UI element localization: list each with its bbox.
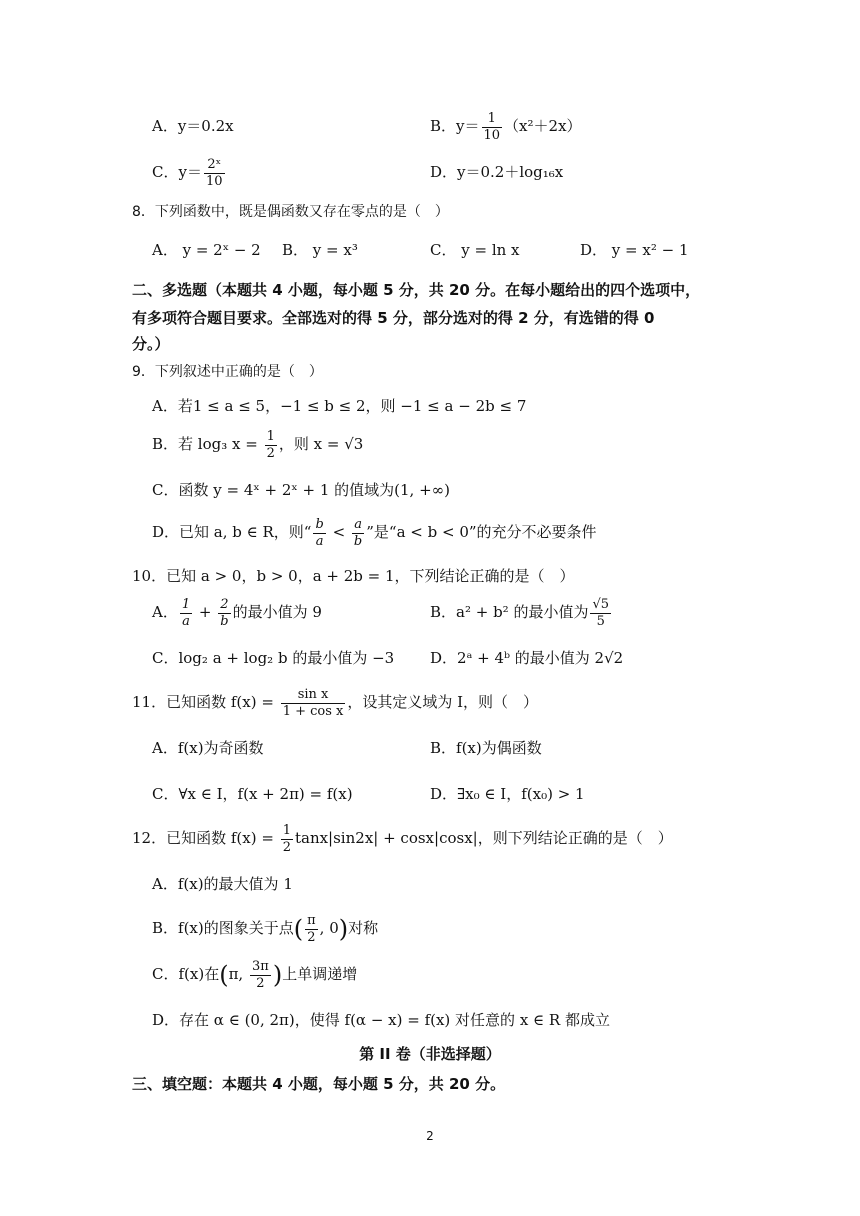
q11-stem-suffix: ，设其定义域为 I，则（ ）	[347, 693, 539, 711]
q12-numerator: 1	[282, 822, 291, 838]
q9-d-f2-denominator: b	[353, 533, 363, 549]
q7-c-label: C．y＝	[152, 163, 202, 181]
q12-c-right-paren: )	[272, 961, 283, 989]
q10-b-prefix: B．a² + b² 的最小值为	[430, 603, 589, 621]
section2-heading-line3: 分。）	[132, 335, 170, 353]
q10-option-a	[152, 592, 322, 632]
q12-option-b	[152, 908, 378, 948]
q12-option-a: A．f(x)的最大值为 1	[152, 875, 293, 893]
q7-b-numerator: 1	[482, 111, 503, 128]
q9-option-c: C．函数 y = 4ˣ + 2ˣ + 1 的值域为(1, +∞)	[152, 481, 450, 499]
q12-b-denominator: 2	[307, 929, 316, 945]
q9-d-suffix: ”是“a < b < 0”的充分不必要条件	[366, 523, 597, 541]
q11-option-a: A．f(x)为奇函数	[152, 739, 264, 757]
q12-c-first: π,	[228, 965, 248, 983]
q10-option-c: C．log₂ a + log₂ b 的最小值为 −3	[152, 649, 395, 667]
q10-option-b	[430, 592, 613, 632]
section3-heading: 三、填空题：本题共 4 小题，每小题 5 分，共 20 分。	[132, 1075, 506, 1093]
q7-option-c	[152, 152, 227, 192]
q10-stem: 10．已知 a > 0，b > 0，a + 2b = 1，下列结论正确的是（ ）	[132, 567, 575, 585]
q12-b-left-paren: (	[293, 915, 304, 943]
section2-heading-line1: 二、多选题（本题共 4 小题，每小题 5 分，共 20 分。在每小题给出的四个选项中，	[132, 281, 701, 299]
q10-b-numerator: √5	[592, 596, 610, 612]
q11-option-b: B．f(x)为偶函数	[430, 739, 542, 757]
q11-denominator: 1 + cos x	[282, 703, 344, 719]
q12-c-left-paren: (	[219, 961, 229, 989]
q10-a-prefix: A．	[152, 603, 178, 621]
q9-d-fraction-1	[313, 517, 325, 550]
q10-a-fraction-1	[180, 597, 192, 630]
q12-denominator: 2	[282, 839, 291, 855]
q12-c-denominator: 2	[256, 975, 265, 991]
q8-option-a: A． y = 2ˣ − 2	[152, 241, 261, 259]
q7-c-fraction	[204, 157, 225, 190]
q9-b-denominator: 2	[266, 445, 275, 461]
q7-b-tail: （x²＋2x）	[504, 117, 582, 135]
q12-b-prefix: B．f(x)的图象关于点	[152, 919, 294, 937]
q10-a-suffix: 的最小值为 9	[232, 603, 322, 621]
q12-stem-prefix: 12．已知函数 f(x) =	[132, 829, 279, 847]
q12-c-numerator: 3π	[251, 958, 269, 974]
q10-a-f1-numerator: 1	[181, 596, 191, 612]
q12-b-fraction	[305, 913, 318, 946]
q10-a-plus: +	[194, 603, 217, 621]
q9-d-f1-numerator: b	[315, 516, 324, 532]
q7-option-d: D．y＝0.2＋log₁₆x	[430, 163, 564, 181]
q12-stem-fraction	[281, 823, 293, 856]
q9-option-d	[152, 512, 597, 552]
q9-d-f2-numerator: a	[352, 517, 364, 534]
q7-b-fraction	[482, 111, 503, 144]
q12-b-numerator: π	[307, 912, 316, 928]
q10-a-f1-denominator: a	[182, 613, 190, 629]
q11-numerator: sin x	[281, 687, 346, 704]
q7-b-label: B．y＝	[430, 117, 480, 135]
q9-stem: 9．下列叙述中正确的是（ ）	[132, 364, 323, 380]
q9-b-numerator: 1	[266, 428, 275, 444]
q11-option-d: D．∃x₀ ∈ I，f(x₀) > 1	[430, 785, 585, 803]
q7-c-numerator: 2ˣ	[204, 157, 225, 174]
q12-stem-suffix: tanx|sin2x| + cosx|cosx|，则下列结论正确的是（ ）	[294, 829, 673, 847]
section2-heading-line2: 有多项符合题目要求。全部选对的得 5 分，部分选对的得 2 分，有选错的得 0	[132, 309, 655, 327]
q12-c-prefix: C．f(x)在	[152, 965, 220, 983]
q10-a-f2-numerator: 2	[218, 597, 230, 614]
q12-stem	[132, 818, 673, 858]
q12-b-mid: , 0	[319, 919, 339, 937]
q9-d-prefix: D．已知 a, b ∈ R，则“	[152, 523, 312, 541]
q12-c-fraction	[250, 959, 271, 992]
q10-a-fraction-2	[218, 597, 230, 630]
q9-option-b	[152, 424, 363, 464]
q9-option-a: A．若1 ≤ a ≤ 5，−1 ≤ b ≤ 2，则 −1 ≤ a − 2b ≤ 7	[152, 397, 527, 415]
q9-d-fraction-2	[352, 517, 364, 550]
q12-b-suffix: 对称	[348, 919, 379, 937]
q12-option-d: D．存在 α ∈ (0, 2π)，使得 f(α − x) = f(x) 对任意的 x ∈ R 都成立	[152, 1011, 610, 1029]
q11-stem-prefix: 11．已知函数 f(x) =	[132, 693, 279, 711]
q10-a-f2-denominator: b	[220, 613, 229, 629]
q8-option-b: B． y = x³	[282, 241, 358, 259]
q12-option-c	[152, 954, 357, 994]
q7-b-denominator: 10	[483, 127, 501, 143]
q10-b-denominator: 5	[596, 613, 605, 629]
q11-option-c: C．∀x ∈ I，f(x + 2π) = f(x)	[152, 785, 353, 803]
q8-option-d: D． y = x² − 1	[580, 241, 689, 259]
q7-c-denominator: 10	[205, 173, 223, 189]
q11-stem	[132, 682, 538, 722]
q9-b-fraction	[265, 429, 277, 462]
part2-title: 第 II 卷（非选择题）	[359, 1045, 501, 1063]
q11-stem-fraction	[281, 687, 346, 720]
q8-option-c: C． y = ln x	[430, 241, 520, 259]
q8-stem: 8．下列函数中，既是偶函数又存在零点的是（ ）	[132, 204, 449, 220]
q9-d-lt: <	[327, 523, 350, 541]
q9-b-prefix: B．若 log₃ x =	[152, 435, 263, 453]
q10-b-fraction	[590, 597, 611, 630]
q12-b-right-paren: )	[338, 915, 349, 943]
q7-option-b	[430, 106, 582, 146]
q9-d-f1-denominator: a	[315, 533, 324, 549]
page-number: 2	[426, 1129, 434, 1143]
q12-c-suffix: 上单调递增	[282, 965, 358, 983]
q9-b-suffix: ，则 x = √3	[278, 435, 364, 453]
q10-option-d: D．2ᵃ + 4ᵇ 的最小值为 2√2	[430, 649, 624, 667]
q7-option-a: A．y＝0.2x	[152, 117, 234, 135]
